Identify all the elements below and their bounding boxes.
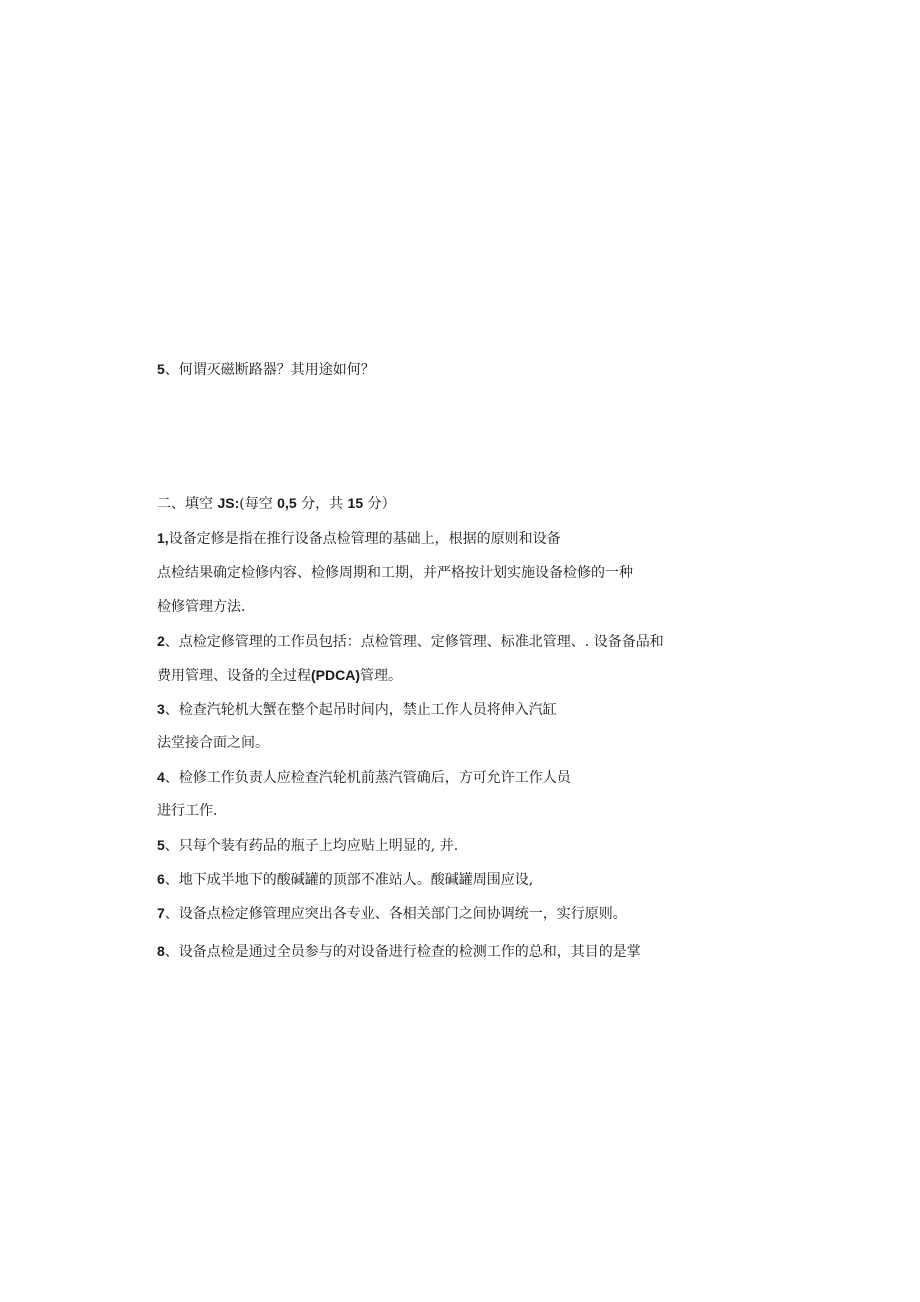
item-text-after: 管理。 <box>360 668 402 684</box>
item-line <box>157 632 664 651</box>
question-5 <box>157 360 375 379</box>
item-text: 点检结果确定检修内容、检修周期和工期，并严格按计划实施设备检修的一种 <box>157 565 633 581</box>
item-text: 、点检定修管理的工作员包括：点检管理、定修管理、标准北管理、. 设备备品和 <box>164 634 664 650</box>
item-line <box>157 904 627 923</box>
item-text: 进行工作. <box>157 803 218 819</box>
question-number: 5 <box>157 361 165 377</box>
item-line <box>157 700 557 719</box>
item-text: 、只每个装有药品的瓶子上均应贴上明显的, 并. <box>164 838 459 854</box>
section-mid: 分，共 <box>301 496 344 512</box>
item-line <box>157 942 641 961</box>
item-line <box>157 666 402 685</box>
section-tail: 分） <box>367 496 396 512</box>
item-text: 设备定修是指在推行设备点检管理的基础上，根据的原则和设备 <box>168 531 561 547</box>
item-text: 、检修工作负责人应检查汽轮机前蒸汽管确后，方可允许工作人员 <box>164 770 571 786</box>
item-number: 2 <box>157 633 165 649</box>
item-line <box>157 836 458 855</box>
item-number: 1, <box>157 530 169 546</box>
item-line <box>157 529 561 548</box>
section-paren: (每空 <box>239 496 273 512</box>
item-text: 法堂接合面之间。 <box>157 735 269 751</box>
item-text: 、地下成半地下的酸碱罐的顶部不准站人。酸碱罐周围应设, <box>164 872 534 888</box>
item-line <box>157 802 217 820</box>
section-heading <box>157 494 396 513</box>
item-line <box>157 768 571 787</box>
item-number: 6 <box>157 871 165 887</box>
item-text: 、设备点检是通过全员参与的对设备进行检查的检测工作的总和，其目的是掌 <box>164 944 641 960</box>
question-text: 、何谓灭磁断路器？其用途如何？ <box>164 362 375 378</box>
section-prefix: 二、填空 <box>157 496 213 512</box>
section-score-each: 0,5 <box>277 495 297 511</box>
item-line <box>157 598 245 616</box>
item-bold: (PDCA) <box>311 667 360 683</box>
item-text: 、设备点检定修管理应突出各专业、各相关部门之间协调统一，实行原则。 <box>164 906 627 922</box>
item-text: 、检查汽轮机大蟹在整个起吊时间内，禁止工作人员将伸入汽缸 <box>164 702 557 718</box>
section-js: JS: <box>217 495 240 511</box>
item-text: 检修管理方法. <box>157 599 246 615</box>
section-score-total: 15 <box>347 495 364 511</box>
item-number: 5 <box>157 837 165 853</box>
item-number: 4 <box>157 769 165 785</box>
item-line <box>157 870 533 889</box>
item-number: 7 <box>157 905 165 921</box>
item-number: 3 <box>157 701 165 717</box>
item-line <box>157 564 633 582</box>
item-line <box>157 734 269 752</box>
item-text: 费用管理、设备的全过程 <box>157 668 311 684</box>
item-number: 8 <box>157 943 165 959</box>
